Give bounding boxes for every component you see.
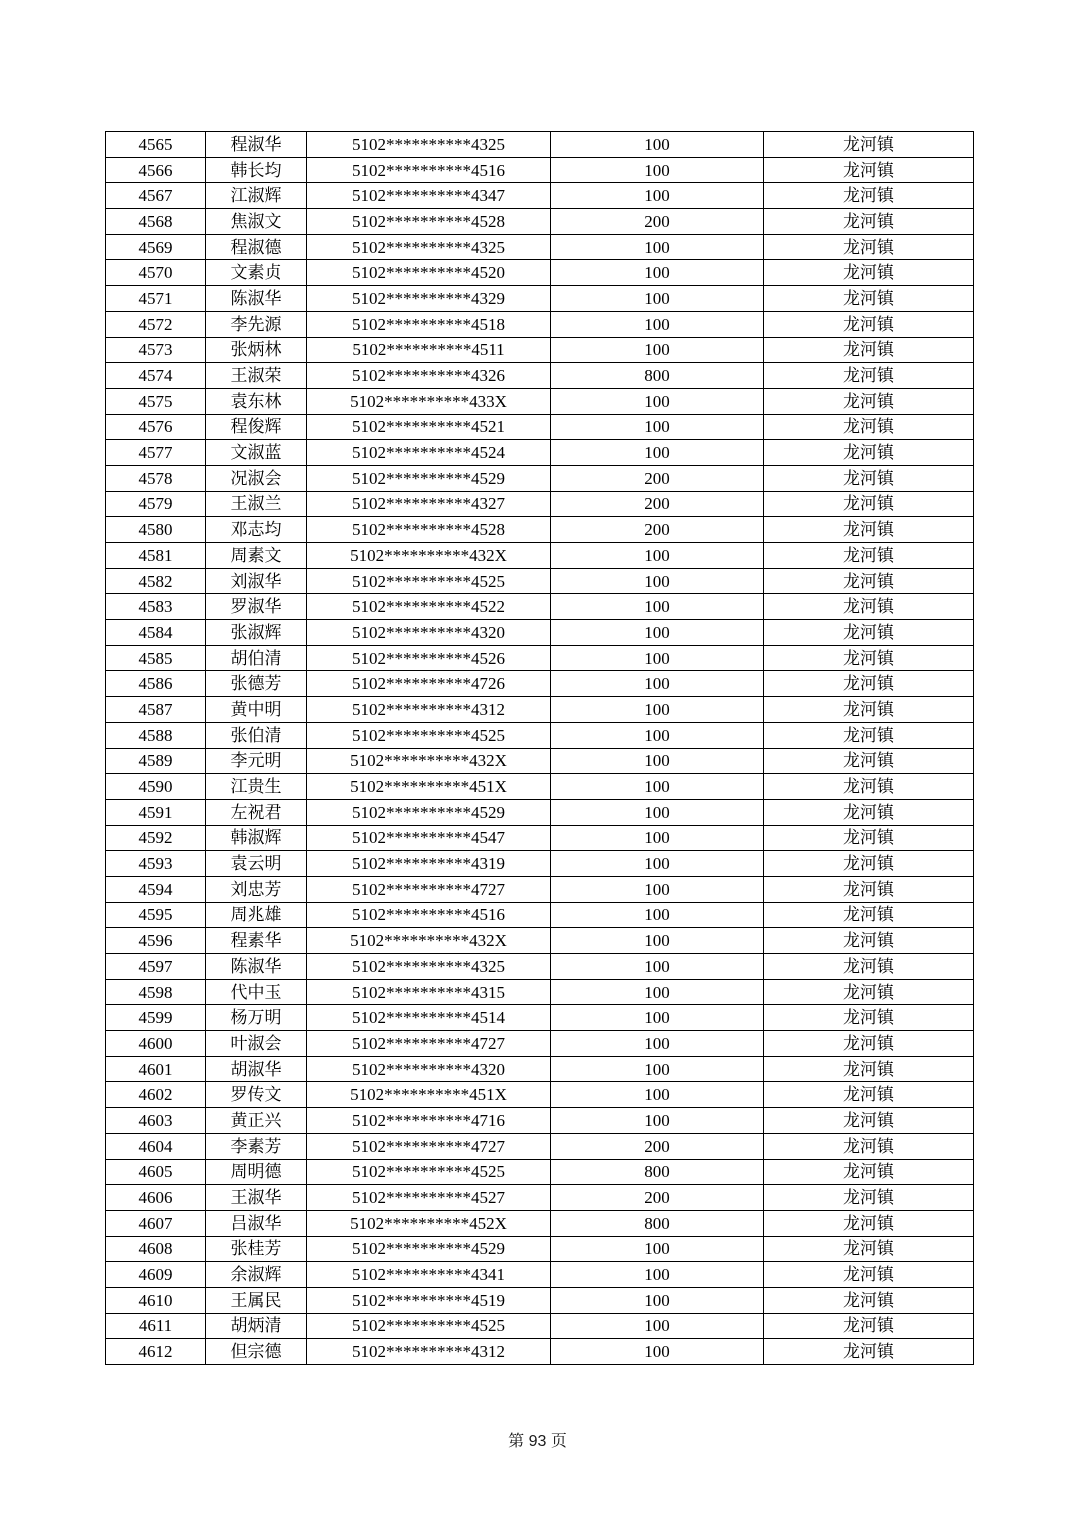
cell-person-name: 李元明 xyxy=(206,748,307,774)
table-row xyxy=(106,1262,974,1288)
table-row xyxy=(106,1236,974,1262)
cell-town: 龙河镇 xyxy=(764,902,974,928)
cell-serial-number: 4586 xyxy=(106,671,206,697)
cell-id-number-masked: 5102**********433X xyxy=(307,388,551,414)
cell-serial-number: 4567 xyxy=(106,183,206,209)
cell-amount: 200 xyxy=(551,465,764,491)
cell-town: 龙河镇 xyxy=(764,825,974,851)
cell-town: 龙河镇 xyxy=(764,645,974,671)
cell-serial-number: 4596 xyxy=(106,928,206,954)
table-row xyxy=(106,928,974,954)
cell-id-number-masked: 5102**********4341 xyxy=(307,1262,551,1288)
cell-town: 龙河镇 xyxy=(764,1210,974,1236)
cell-id-number-masked: 5102**********4529 xyxy=(307,799,551,825)
cell-town: 龙河镇 xyxy=(764,234,974,260)
cell-town: 龙河镇 xyxy=(764,748,974,774)
cell-town: 龙河镇 xyxy=(764,876,974,902)
cell-town: 龙河镇 xyxy=(764,157,974,183)
cell-serial-number: 4601 xyxy=(106,1056,206,1082)
cell-amount: 100 xyxy=(551,748,764,774)
cell-id-number-masked: 5102**********4329 xyxy=(307,286,551,312)
cell-person-name: 刘淑华 xyxy=(206,568,307,594)
cell-person-name: 张炳林 xyxy=(206,337,307,363)
cell-person-name: 文淑蓝 xyxy=(206,440,307,466)
cell-amount: 100 xyxy=(551,183,764,209)
cell-person-name: 焦淑文 xyxy=(206,209,307,235)
cell-town: 龙河镇 xyxy=(764,1236,974,1262)
cell-id-number-masked: 5102**********4521 xyxy=(307,414,551,440)
table-row xyxy=(106,876,974,902)
cell-amount: 100 xyxy=(551,722,764,748)
cell-amount: 100 xyxy=(551,671,764,697)
cell-serial-number: 4570 xyxy=(106,260,206,286)
cell-person-name: 罗传文 xyxy=(206,1082,307,1108)
cell-person-name: 况淑会 xyxy=(206,465,307,491)
table-row xyxy=(106,1056,974,1082)
table-row xyxy=(106,260,974,286)
cell-person-name: 王淑兰 xyxy=(206,491,307,517)
cell-id-number-masked: 5102**********4526 xyxy=(307,645,551,671)
cell-serial-number: 4605 xyxy=(106,1159,206,1185)
table-row xyxy=(106,722,974,748)
table-row xyxy=(106,645,974,671)
cell-amount: 100 xyxy=(551,1236,764,1262)
table-row xyxy=(106,748,974,774)
cell-id-number-masked: 5102**********4325 xyxy=(307,234,551,260)
cell-town: 龙河镇 xyxy=(764,260,974,286)
cell-town: 龙河镇 xyxy=(764,1313,974,1339)
cell-amount: 100 xyxy=(551,645,764,671)
cell-amount: 100 xyxy=(551,132,764,158)
cell-id-number-masked: 5102**********4326 xyxy=(307,363,551,389)
cell-amount: 100 xyxy=(551,620,764,646)
cell-person-name: 叶淑会 xyxy=(206,1031,307,1057)
table-row xyxy=(106,1313,974,1339)
cell-serial-number: 4593 xyxy=(106,851,206,877)
cell-id-number-masked: 5102**********432X xyxy=(307,748,551,774)
cell-person-name: 陈淑华 xyxy=(206,954,307,980)
cell-town: 龙河镇 xyxy=(764,286,974,312)
cell-amount: 100 xyxy=(551,440,764,466)
cell-serial-number: 4565 xyxy=(106,132,206,158)
cell-id-number-masked: 5102**********4527 xyxy=(307,1185,551,1211)
cell-id-number-masked: 5102**********4528 xyxy=(307,209,551,235)
cell-person-name: 李素芳 xyxy=(206,1133,307,1159)
cell-amount: 100 xyxy=(551,1056,764,1082)
cell-id-number-masked: 5102**********4726 xyxy=(307,671,551,697)
cell-id-number-masked: 5102**********432X xyxy=(307,543,551,569)
cell-serial-number: 4588 xyxy=(106,722,206,748)
cell-serial-number: 4575 xyxy=(106,388,206,414)
cell-person-name: 韩长均 xyxy=(206,157,307,183)
cell-serial-number: 4581 xyxy=(106,543,206,569)
cell-id-number-masked: 5102**********451X xyxy=(307,1082,551,1108)
cell-town: 龙河镇 xyxy=(764,388,974,414)
cell-id-number-masked: 5102**********4516 xyxy=(307,157,551,183)
cell-id-number-masked: 5102**********4320 xyxy=(307,1056,551,1082)
table-row xyxy=(106,671,974,697)
cell-serial-number: 4568 xyxy=(106,209,206,235)
table-row xyxy=(106,543,974,569)
table-row xyxy=(106,414,974,440)
cell-serial-number: 4598 xyxy=(106,979,206,1005)
cell-person-name: 王淑华 xyxy=(206,1185,307,1211)
cell-serial-number: 4590 xyxy=(106,774,206,800)
cell-amount: 100 xyxy=(551,260,764,286)
cell-person-name: 王淑荣 xyxy=(206,363,307,389)
table-row xyxy=(106,1185,974,1211)
table-row xyxy=(106,183,974,209)
cell-id-number-masked: 5102**********4529 xyxy=(307,1236,551,1262)
cell-serial-number: 4600 xyxy=(106,1031,206,1057)
cell-serial-number: 4585 xyxy=(106,645,206,671)
beneficiary-table xyxy=(105,131,974,1365)
table-row xyxy=(106,132,974,158)
cell-person-name: 余淑辉 xyxy=(206,1262,307,1288)
cell-id-number-masked: 5102**********4528 xyxy=(307,517,551,543)
table-row xyxy=(106,568,974,594)
cell-id-number-masked: 5102**********4518 xyxy=(307,311,551,337)
cell-id-number-masked: 5102**********4319 xyxy=(307,851,551,877)
cell-amount: 100 xyxy=(551,311,764,337)
cell-serial-number: 4566 xyxy=(106,157,206,183)
cell-amount: 100 xyxy=(551,851,764,877)
cell-person-name: 胡淑华 xyxy=(206,1056,307,1082)
cell-town: 龙河镇 xyxy=(764,722,974,748)
cell-town: 龙河镇 xyxy=(764,594,974,620)
table-row xyxy=(106,1159,974,1185)
table-row xyxy=(106,825,974,851)
cell-town: 龙河镇 xyxy=(764,774,974,800)
table-row xyxy=(106,1031,974,1057)
table-row xyxy=(106,517,974,543)
cell-id-number-masked: 5102**********4315 xyxy=(307,979,551,1005)
cell-serial-number: 4584 xyxy=(106,620,206,646)
cell-amount: 100 xyxy=(551,388,764,414)
cell-id-number-masked: 5102**********4320 xyxy=(307,620,551,646)
cell-serial-number: 4602 xyxy=(106,1082,206,1108)
table-row xyxy=(106,1287,974,1313)
cell-id-number-masked: 5102**********4511 xyxy=(307,337,551,363)
cell-person-name: 罗淑华 xyxy=(206,594,307,620)
cell-id-number-masked: 5102**********4520 xyxy=(307,260,551,286)
cell-person-name: 但宗德 xyxy=(206,1339,307,1365)
cell-person-name: 李先源 xyxy=(206,311,307,337)
cell-serial-number: 4594 xyxy=(106,876,206,902)
cell-serial-number: 4577 xyxy=(106,440,206,466)
cell-serial-number: 4608 xyxy=(106,1236,206,1262)
cell-town: 龙河镇 xyxy=(764,465,974,491)
cell-person-name: 程淑华 xyxy=(206,132,307,158)
cell-id-number-masked: 5102**********4716 xyxy=(307,1108,551,1134)
cell-id-number-masked: 5102**********4312 xyxy=(307,1339,551,1365)
cell-town: 龙河镇 xyxy=(764,1185,974,1211)
cell-serial-number: 4599 xyxy=(106,1005,206,1031)
cell-town: 龙河镇 xyxy=(764,1287,974,1313)
table-row xyxy=(106,1082,974,1108)
cell-town: 龙河镇 xyxy=(764,183,974,209)
cell-person-name: 程淑德 xyxy=(206,234,307,260)
cell-serial-number: 4579 xyxy=(106,491,206,517)
cell-id-number-masked: 5102**********4325 xyxy=(307,132,551,158)
cell-town: 龙河镇 xyxy=(764,132,974,158)
cell-town: 龙河镇 xyxy=(764,517,974,543)
cell-amount: 100 xyxy=(551,1082,764,1108)
cell-town: 龙河镇 xyxy=(764,1262,974,1288)
cell-id-number-masked: 5102**********4525 xyxy=(307,1313,551,1339)
cell-amount: 100 xyxy=(551,1031,764,1057)
cell-amount: 100 xyxy=(551,1262,764,1288)
cell-serial-number: 4611 xyxy=(106,1313,206,1339)
table-row xyxy=(106,234,974,260)
cell-person-name: 张伯清 xyxy=(206,722,307,748)
cell-person-name: 代中玉 xyxy=(206,979,307,1005)
cell-serial-number: 4604 xyxy=(106,1133,206,1159)
cell-person-name: 刘忠芳 xyxy=(206,876,307,902)
cell-serial-number: 4576 xyxy=(106,414,206,440)
page-number-footer: 第 93 页 xyxy=(508,1433,567,1450)
cell-id-number-masked: 5102**********4519 xyxy=(307,1287,551,1313)
cell-amount: 100 xyxy=(551,979,764,1005)
cell-amount: 200 xyxy=(551,517,764,543)
cell-town: 龙河镇 xyxy=(764,1159,974,1185)
table-row xyxy=(106,1339,974,1365)
cell-serial-number: 4606 xyxy=(106,1185,206,1211)
cell-id-number-masked: 5102**********4727 xyxy=(307,1031,551,1057)
table-row xyxy=(106,954,974,980)
cell-town: 龙河镇 xyxy=(764,954,974,980)
cell-town: 龙河镇 xyxy=(764,1056,974,1082)
cell-serial-number: 4571 xyxy=(106,286,206,312)
cell-town: 龙河镇 xyxy=(764,1339,974,1365)
cell-amount: 100 xyxy=(551,1108,764,1134)
cell-id-number-masked: 5102**********4522 xyxy=(307,594,551,620)
cell-town: 龙河镇 xyxy=(764,1133,974,1159)
cell-serial-number: 4582 xyxy=(106,568,206,594)
cell-town: 龙河镇 xyxy=(764,209,974,235)
cell-person-name: 王属民 xyxy=(206,1287,307,1313)
cell-person-name: 袁云明 xyxy=(206,851,307,877)
cell-person-name: 胡伯清 xyxy=(206,645,307,671)
cell-id-number-masked: 5102**********4312 xyxy=(307,697,551,723)
cell-amount: 200 xyxy=(551,491,764,517)
cell-amount: 200 xyxy=(551,1133,764,1159)
cell-serial-number: 4597 xyxy=(106,954,206,980)
table-row xyxy=(106,388,974,414)
cell-id-number-masked: 5102**********4525 xyxy=(307,722,551,748)
cell-town: 龙河镇 xyxy=(764,1031,974,1057)
cell-town: 龙河镇 xyxy=(764,414,974,440)
cell-id-number-masked: 5102**********451X xyxy=(307,774,551,800)
cell-town: 龙河镇 xyxy=(764,568,974,594)
cell-id-number-masked: 5102**********4727 xyxy=(307,876,551,902)
cell-person-name: 张桂芳 xyxy=(206,1236,307,1262)
cell-person-name: 吕淑华 xyxy=(206,1210,307,1236)
cell-id-number-masked: 5102**********452X xyxy=(307,1210,551,1236)
cell-serial-number: 4612 xyxy=(106,1339,206,1365)
cell-serial-number: 4573 xyxy=(106,337,206,363)
cell-serial-number: 4587 xyxy=(106,697,206,723)
cell-town: 龙河镇 xyxy=(764,440,974,466)
cell-person-name: 左祝君 xyxy=(206,799,307,825)
table-row xyxy=(106,851,974,877)
cell-id-number-masked: 5102**********4516 xyxy=(307,902,551,928)
cell-town: 龙河镇 xyxy=(764,979,974,1005)
cell-person-name: 杨万明 xyxy=(206,1005,307,1031)
table-row xyxy=(106,440,974,466)
cell-amount: 100 xyxy=(551,799,764,825)
cell-amount: 100 xyxy=(551,157,764,183)
cell-serial-number: 4578 xyxy=(106,465,206,491)
cell-person-name: 程俊辉 xyxy=(206,414,307,440)
cell-person-name: 邓志均 xyxy=(206,517,307,543)
cell-person-name: 袁东林 xyxy=(206,388,307,414)
cell-town: 龙河镇 xyxy=(764,491,974,517)
cell-person-name: 周素文 xyxy=(206,543,307,569)
cell-amount: 100 xyxy=(551,414,764,440)
cell-amount: 100 xyxy=(551,825,764,851)
cell-person-name: 黄中明 xyxy=(206,697,307,723)
cell-amount: 100 xyxy=(551,568,764,594)
table-row xyxy=(106,157,974,183)
cell-id-number-masked: 5102**********4547 xyxy=(307,825,551,851)
cell-person-name: 周明德 xyxy=(206,1159,307,1185)
table-body xyxy=(106,132,974,1365)
cell-serial-number: 4591 xyxy=(106,799,206,825)
table-row xyxy=(106,491,974,517)
cell-town: 龙河镇 xyxy=(764,363,974,389)
cell-id-number-masked: 5102**********4325 xyxy=(307,954,551,980)
table-row xyxy=(106,363,974,389)
cell-amount: 100 xyxy=(551,1005,764,1031)
cell-amount: 200 xyxy=(551,209,764,235)
cell-amount: 200 xyxy=(551,1185,764,1211)
cell-amount: 100 xyxy=(551,1313,764,1339)
cell-amount: 100 xyxy=(551,286,764,312)
cell-amount: 800 xyxy=(551,363,764,389)
cell-serial-number: 4595 xyxy=(106,902,206,928)
cell-person-name: 江淑辉 xyxy=(206,183,307,209)
cell-serial-number: 4569 xyxy=(106,234,206,260)
cell-amount: 100 xyxy=(551,697,764,723)
cell-id-number-masked: 5102**********4514 xyxy=(307,1005,551,1031)
cell-serial-number: 4592 xyxy=(106,825,206,851)
table-row xyxy=(106,209,974,235)
cell-town: 龙河镇 xyxy=(764,697,974,723)
cell-town: 龙河镇 xyxy=(764,1108,974,1134)
cell-serial-number: 4583 xyxy=(106,594,206,620)
cell-amount: 100 xyxy=(551,774,764,800)
cell-id-number-masked: 5102**********4327 xyxy=(307,491,551,517)
cell-serial-number: 4610 xyxy=(106,1287,206,1313)
cell-amount: 100 xyxy=(551,928,764,954)
cell-id-number-masked: 5102**********4524 xyxy=(307,440,551,466)
table-row xyxy=(106,902,974,928)
cell-serial-number: 4574 xyxy=(106,363,206,389)
cell-person-name: 程素华 xyxy=(206,928,307,954)
table-row xyxy=(106,774,974,800)
cell-amount: 100 xyxy=(551,876,764,902)
cell-person-name: 陈淑华 xyxy=(206,286,307,312)
cell-amount: 100 xyxy=(551,543,764,569)
cell-amount: 100 xyxy=(551,594,764,620)
cell-town: 龙河镇 xyxy=(764,543,974,569)
table-row xyxy=(106,620,974,646)
table-row xyxy=(106,799,974,825)
cell-town: 龙河镇 xyxy=(764,620,974,646)
cell-serial-number: 4580 xyxy=(106,517,206,543)
cell-serial-number: 4609 xyxy=(106,1262,206,1288)
table-row xyxy=(106,1108,974,1134)
cell-person-name: 张淑辉 xyxy=(206,620,307,646)
table-row xyxy=(106,311,974,337)
cell-amount: 800 xyxy=(551,1210,764,1236)
table-row xyxy=(106,1210,974,1236)
table-row xyxy=(106,979,974,1005)
cell-serial-number: 4572 xyxy=(106,311,206,337)
table-row xyxy=(106,1005,974,1031)
cell-person-name: 胡炳清 xyxy=(206,1313,307,1339)
cell-amount: 100 xyxy=(551,902,764,928)
cell-town: 龙河镇 xyxy=(764,337,974,363)
cell-person-name: 文素贞 xyxy=(206,260,307,286)
table-row xyxy=(106,465,974,491)
cell-town: 龙河镇 xyxy=(764,799,974,825)
cell-serial-number: 4607 xyxy=(106,1210,206,1236)
table-row xyxy=(106,286,974,312)
table-row xyxy=(106,697,974,723)
cell-amount: 100 xyxy=(551,954,764,980)
cell-id-number-masked: 5102**********4347 xyxy=(307,183,551,209)
cell-town: 龙河镇 xyxy=(764,1005,974,1031)
cell-person-name: 江贵生 xyxy=(206,774,307,800)
table-row xyxy=(106,1133,974,1159)
cell-person-name: 黄正兴 xyxy=(206,1108,307,1134)
cell-id-number-masked: 5102**********432X xyxy=(307,928,551,954)
cell-town: 龙河镇 xyxy=(764,671,974,697)
table-row xyxy=(106,337,974,363)
cell-town: 龙河镇 xyxy=(764,851,974,877)
cell-amount: 100 xyxy=(551,1287,764,1313)
cell-person-name: 韩淑辉 xyxy=(206,825,307,851)
cell-id-number-masked: 5102**********4525 xyxy=(307,568,551,594)
cell-id-number-masked: 5102**********4529 xyxy=(307,465,551,491)
cell-amount: 100 xyxy=(551,337,764,363)
cell-amount: 800 xyxy=(551,1159,764,1185)
table-row xyxy=(106,594,974,620)
cell-person-name: 周兆雄 xyxy=(206,902,307,928)
cell-town: 龙河镇 xyxy=(764,311,974,337)
cell-person-name: 张德芳 xyxy=(206,671,307,697)
cell-serial-number: 4603 xyxy=(106,1108,206,1134)
cell-town: 龙河镇 xyxy=(764,928,974,954)
cell-id-number-masked: 5102**********4525 xyxy=(307,1159,551,1185)
cell-amount: 100 xyxy=(551,234,764,260)
cell-serial-number: 4589 xyxy=(106,748,206,774)
cell-id-number-masked: 5102**********4727 xyxy=(307,1133,551,1159)
cell-town: 龙河镇 xyxy=(764,1082,974,1108)
cell-amount: 100 xyxy=(551,1339,764,1365)
